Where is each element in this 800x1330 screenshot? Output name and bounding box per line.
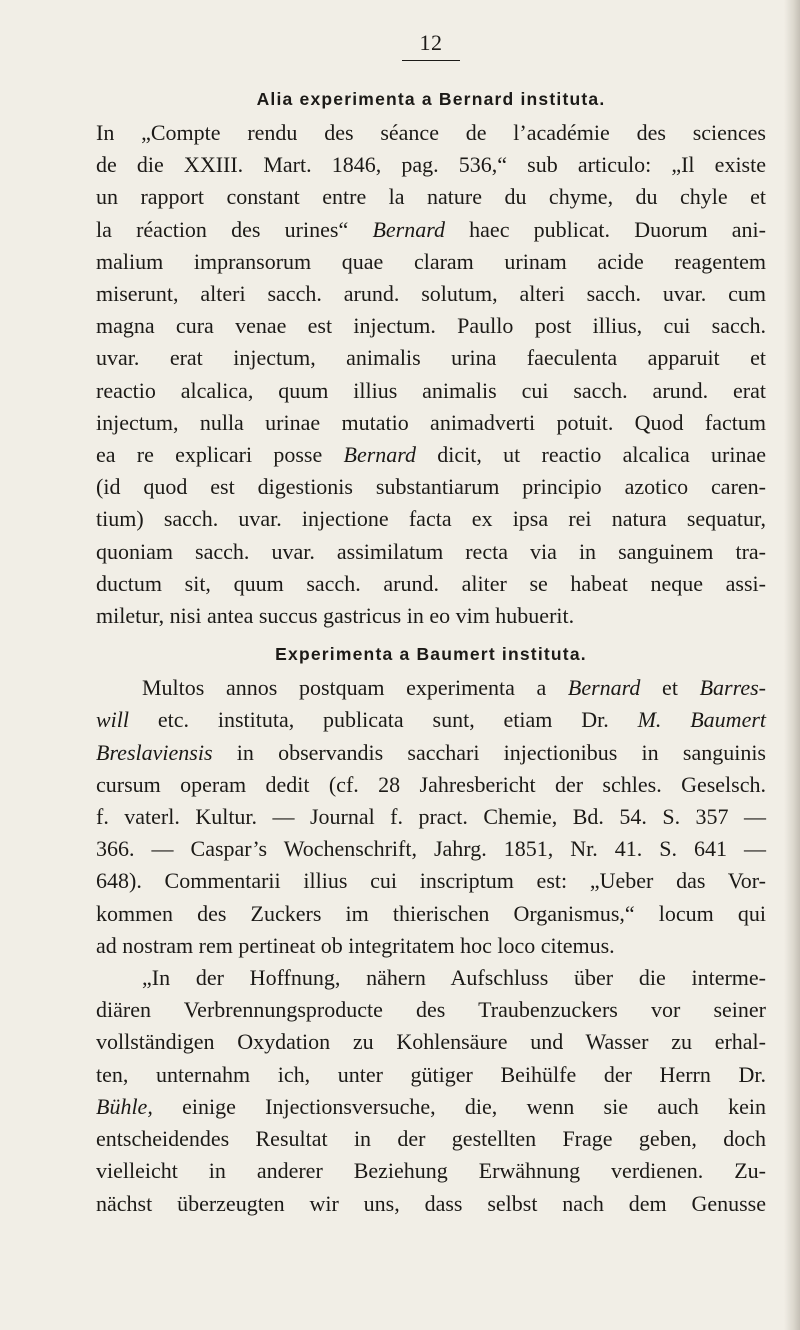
text-line (96, 600, 766, 632)
text-line (96, 769, 766, 801)
text-line (96, 310, 766, 342)
text-run: et (640, 675, 700, 701)
text-line (96, 1091, 766, 1123)
text-line (96, 962, 766, 994)
text-line (96, 214, 766, 246)
section-heading-baumert: Experimenta a Baumert instituta. (275, 644, 587, 665)
italic-name: Breslaviensis (96, 739, 213, 765)
text-run: kommen des Zuckers im thierischen Organismus,“ locum qui (96, 900, 766, 926)
text-line (96, 278, 766, 310)
text-run: miletur, nisi antea succus gastricus in eo vim hubuerit. (96, 603, 575, 629)
text-line (96, 471, 766, 503)
text-run: 648). Commentarii illius cui inscriptum est: „Ueber das Vor- (96, 868, 766, 894)
text-line (96, 117, 766, 149)
text-run: ea re explicari posse (96, 442, 344, 468)
text-run: haec publicat. Duorum ani- (444, 216, 766, 242)
text-line (96, 704, 766, 736)
text-run: cursum operam dedit (cf. 28 Jahresbericht der schles. Geselsch. (96, 771, 766, 797)
text-run: reactio alcalica, quum illius animalis cui sacch. arund. erat (96, 377, 766, 403)
text-run: un rapport constant entre la nature du chyme, du chyle et (96, 184, 766, 210)
text-run: vollständigen Oxydation zu Kohlensäure und Wasser zu erhal- (96, 1029, 766, 1055)
text-run: „In der Hoffnung, nähern Aufschluss über die interme- (142, 965, 766, 991)
italic-name: will (96, 707, 130, 733)
italic-name: Bühle, (96, 1093, 153, 1119)
text-run: In „Compte rendu des séance de l’académie des sciences (96, 120, 766, 145)
italic-name: Barres- (699, 675, 766, 701)
text-run: (id quod est digestionis substantiarum principio azotico caren- (96, 474, 766, 500)
text-line (96, 149, 766, 181)
text-run: malium impransorum quae claram urinam acide reagentem (96, 248, 766, 274)
italic-name: Bernard (567, 675, 641, 701)
text-run: la réaction des urines“ (96, 216, 373, 242)
section-baumert (96, 642, 766, 1219)
text-line (96, 1155, 766, 1187)
text-run: Multos annos postquam experimenta a (142, 675, 568, 701)
text-line (96, 833, 766, 865)
text-line (96, 439, 766, 471)
text-run: ad nostram rem pertineat ob integritatem hoc loco citemus. (96, 932, 615, 958)
page-number-rule (402, 60, 460, 61)
text-line (96, 1123, 766, 1155)
section-bernard (96, 87, 766, 632)
text-line (96, 737, 766, 769)
text-run: einige Injectionsversuche, die, wenn sie auch kein (152, 1093, 766, 1119)
italic-name: Bernard (343, 442, 417, 468)
section-heading-bernard: Alia experimenta a Bernard instituta. (256, 89, 606, 109)
text-line (96, 994, 766, 1026)
text-line (96, 1188, 766, 1220)
section-body-baumert (96, 672, 766, 1219)
text-run: injectum, nulla urinae mutatio animadverti potuit. Quod factum (96, 409, 766, 435)
text-run: uvar. erat injectum, animalis urina faeculenta apparuit et (96, 345, 766, 371)
text-run: f. vaterl. Kultur. — Journal f. pract. Chemie, Bd. 54. S. 357 — (96, 804, 766, 830)
text-run: diären Verbrennungsproducte des Traubenzuckers vor seiner (96, 997, 766, 1023)
text-line (96, 568, 766, 600)
text-line (96, 342, 766, 374)
text-run: entscheidendes Resultat in der gestellten Frage geben, doch (96, 1126, 766, 1152)
page-edge-shadow (784, 0, 800, 1330)
text-line (96, 536, 766, 568)
text-run: vielleicht in anderer Beziehung Erwähnung verdienen. Zu- (96, 1158, 766, 1184)
text-run: quoniam sacch. uvar. assimilatum recta via in sanguinem tra- (96, 538, 766, 564)
text-line (96, 375, 766, 407)
book-page (96, 30, 766, 1220)
text-run: ductum sit, quum sacch. arund. aliter se habeat neque assi- (96, 570, 766, 596)
text-line (96, 407, 766, 439)
text-line (96, 181, 766, 213)
text-line (96, 898, 766, 930)
text-run: 366. — Caspar’s Wochenschrift, Jahrg. 1851, Nr. 41. S. 641 — (96, 836, 766, 862)
text-run: magna cura venae est injectum. Paullo post illius, cui sacch. (96, 313, 766, 339)
italic-name: M. Baumert (637, 707, 767, 733)
text-line (96, 503, 766, 535)
text-run: etc. instituta, publicata sunt, etiam Dr. (129, 707, 638, 733)
text-line (96, 865, 766, 897)
text-run: miserunt, alteri sacch. arund. solutum, alteri sacch. uvar. cum (96, 281, 766, 307)
text-line (96, 801, 766, 833)
page-number: 12 (419, 30, 443, 55)
text-line (96, 1026, 766, 1058)
text-line (96, 246, 766, 278)
text-run: de die XXIII. Mart. 1846, pag. 536,“ sub articulo: „Il existe (96, 152, 766, 178)
text-run: nächst überzeugten wir uns, dass selbst nach dem Genusse (96, 1190, 766, 1216)
text-run: in observandis sacchari injectionibus in sanguinis (212, 739, 766, 765)
text-line (96, 1059, 766, 1091)
italic-name: Bernard (372, 216, 445, 242)
text-line (96, 672, 766, 704)
text-run: ten, unternahm ich, unter gütiger Beihülfe der Herrn Dr. (96, 1061, 766, 1087)
text-run: dicit, ut reactio alcalica urinae (416, 442, 766, 468)
section-body-bernard (96, 117, 766, 632)
text-line (96, 930, 766, 962)
text-run: tium) sacch. uvar. injectione facta ex ipsa rei natura sequatur, (96, 506, 766, 532)
